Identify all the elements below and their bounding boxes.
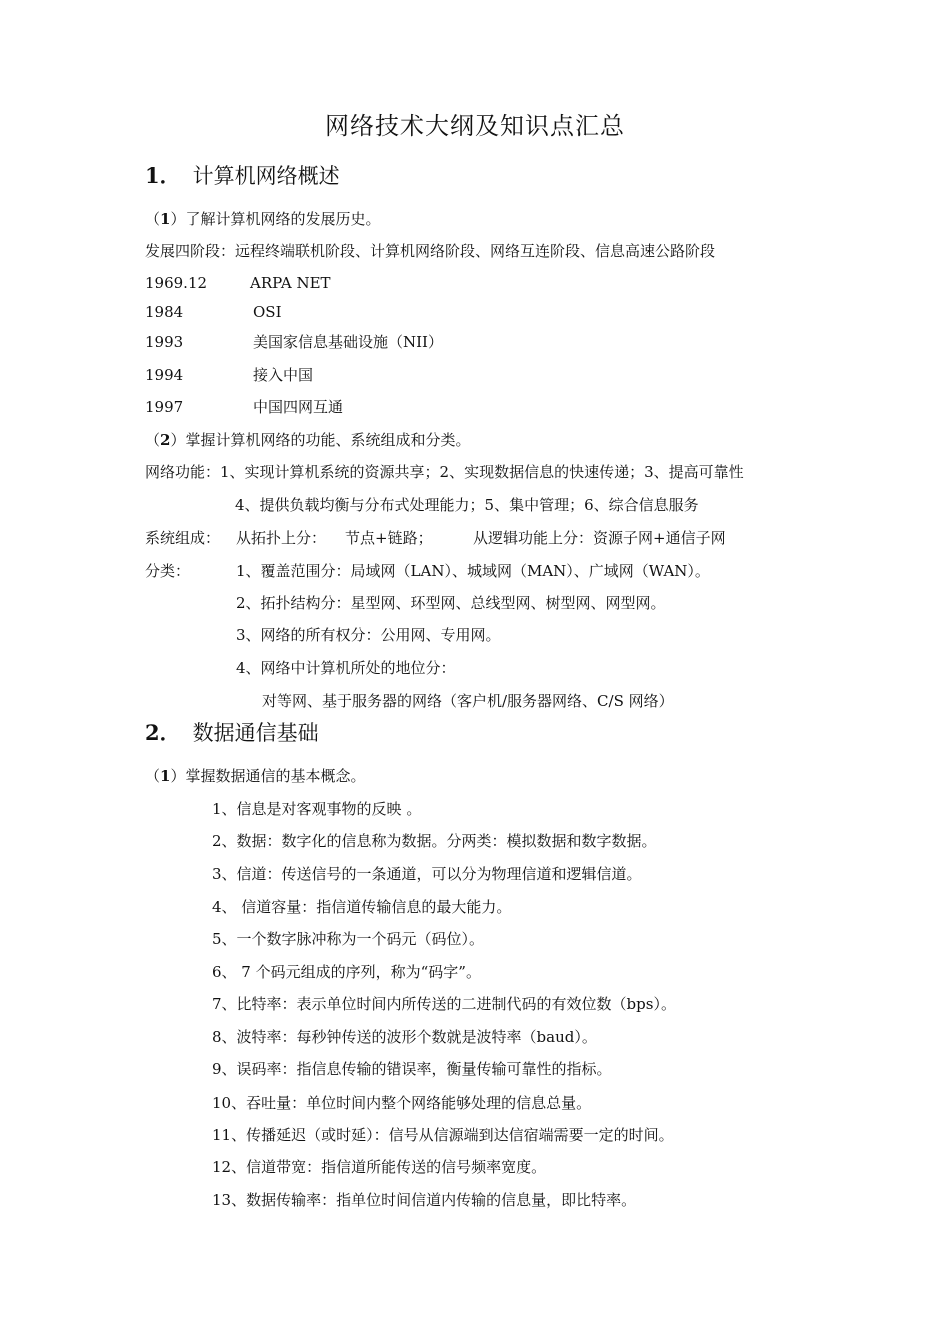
timeline-year: 1984 [145,303,184,321]
section-1-heading [145,165,340,187]
concept-item: 3、信道：传送信号的一条通道，可以分为物理信道和逻辑信道。 [212,865,642,883]
concept-item: 6、 7 个码元组成的序列，称为“码字”。 [212,963,481,981]
timeline-event: ARPA NET [250,274,331,292]
classification-item: 2、拓扑结构分：星型网、环型网、总线型网、树型网、网型网。 [236,594,666,612]
section-2-number: 2． [145,720,181,745]
section-2-title: 数据通信基础 [192,721,319,745]
timeline-event: OSI [253,303,282,321]
timeline-event: 中国四网互通 [253,398,344,416]
concept-item: 7、比特率：表示单位时间内所传送的二进制代码的有效位数（bps）。 [212,995,676,1013]
concept-item: 2、数据：数字化的信息称为数据。分两类：模拟数据和数字数据。 [212,832,657,850]
timeline-year: 1969.12 [145,274,208,292]
section-1-number: 1． [145,163,181,188]
network-functions-line-1: 网络功能：1、实现计算机系统的资源共享；2、实现数据信息的快速传递；3、提高可靠性 [145,463,744,481]
concept-item: 5、一个数字脉冲称为一个码元（码位）。 [212,930,485,948]
timeline-year: 1997 [145,398,184,416]
concept-item: 9、误码率：指信息传输的错误率，衡量传输可靠性的指标。 [212,1060,612,1078]
concept-item: 10、吞吐量：单位时间内整个网络能够处理的信息总量。 [212,1094,592,1112]
classification-item: 3、网络的所有权分：公用网、专用网。 [236,626,501,644]
concept-item: 13、数据传输率：指单位时间信道内传输的信息量，即比特率。 [212,1191,637,1209]
section-1-title: 计算机网络概述 [192,164,340,188]
concept-item: 12、信道带宽：指信道所能传送的信号频率宽度。 [212,1158,547,1176]
section-2-heading [145,722,319,744]
network-functions-line-2: 4、提供负载均衡与分布式处理能力；5、集中管理；6、综合信息服务 [235,496,699,514]
concept-item: 4、 信道容量：指信道传输信息的最大能力。 [212,898,512,916]
composition-topology-label: 从拓扑上分： [236,529,327,547]
composition-topology-value: 节点+链路； [345,529,433,547]
timeline-event: 美国家信息基础设施（NII） [253,333,443,351]
classification-detail: 对等网、基于服务器的网络（客户机/服务器网络、C/S 网络） [262,692,674,710]
timeline-year: 1993 [145,333,184,351]
classification-item: 1、覆盖范围分：局域网（LAN）、城域网（MAN）、广域网（WAN）。 [236,562,710,580]
document-title: 网络技术大纲及知识点汇总 [325,112,625,140]
section-1-sub-1: （1）了解计算机网络的发展历史。 [145,210,381,228]
concept-item: 1、信息是对客观事物的反映 。 [212,800,422,818]
timeline-event: 接入中国 [253,366,314,384]
timeline-year: 1994 [145,366,184,384]
concept-item: 8、波特率：每秒钟传送的波形个数就是波特率（baud）。 [212,1028,597,1046]
composition-label: 系统组成： [145,529,221,547]
composition-logic: 从逻辑功能上分：资源子网+通信子网 [473,529,726,547]
classification-item: 4、网络中计算机所处的地位分： [236,659,456,677]
concept-item: 11、传播延迟（或时延）：信号从信源端到达信宿端需要一定的时间。 [212,1126,674,1144]
section-1-sub-2: （2）掌握计算机网络的功能、系统组成和分类。 [145,431,471,449]
classification-label: 分类： [145,562,191,580]
section-2-sub-1: （1）掌握数据通信的基本概念。 [145,767,366,785]
development-stages: 发展四阶段：远程终端联机阶段、计算机网络阶段、网络互连阶段、信息高速公路阶段 [145,242,716,260]
